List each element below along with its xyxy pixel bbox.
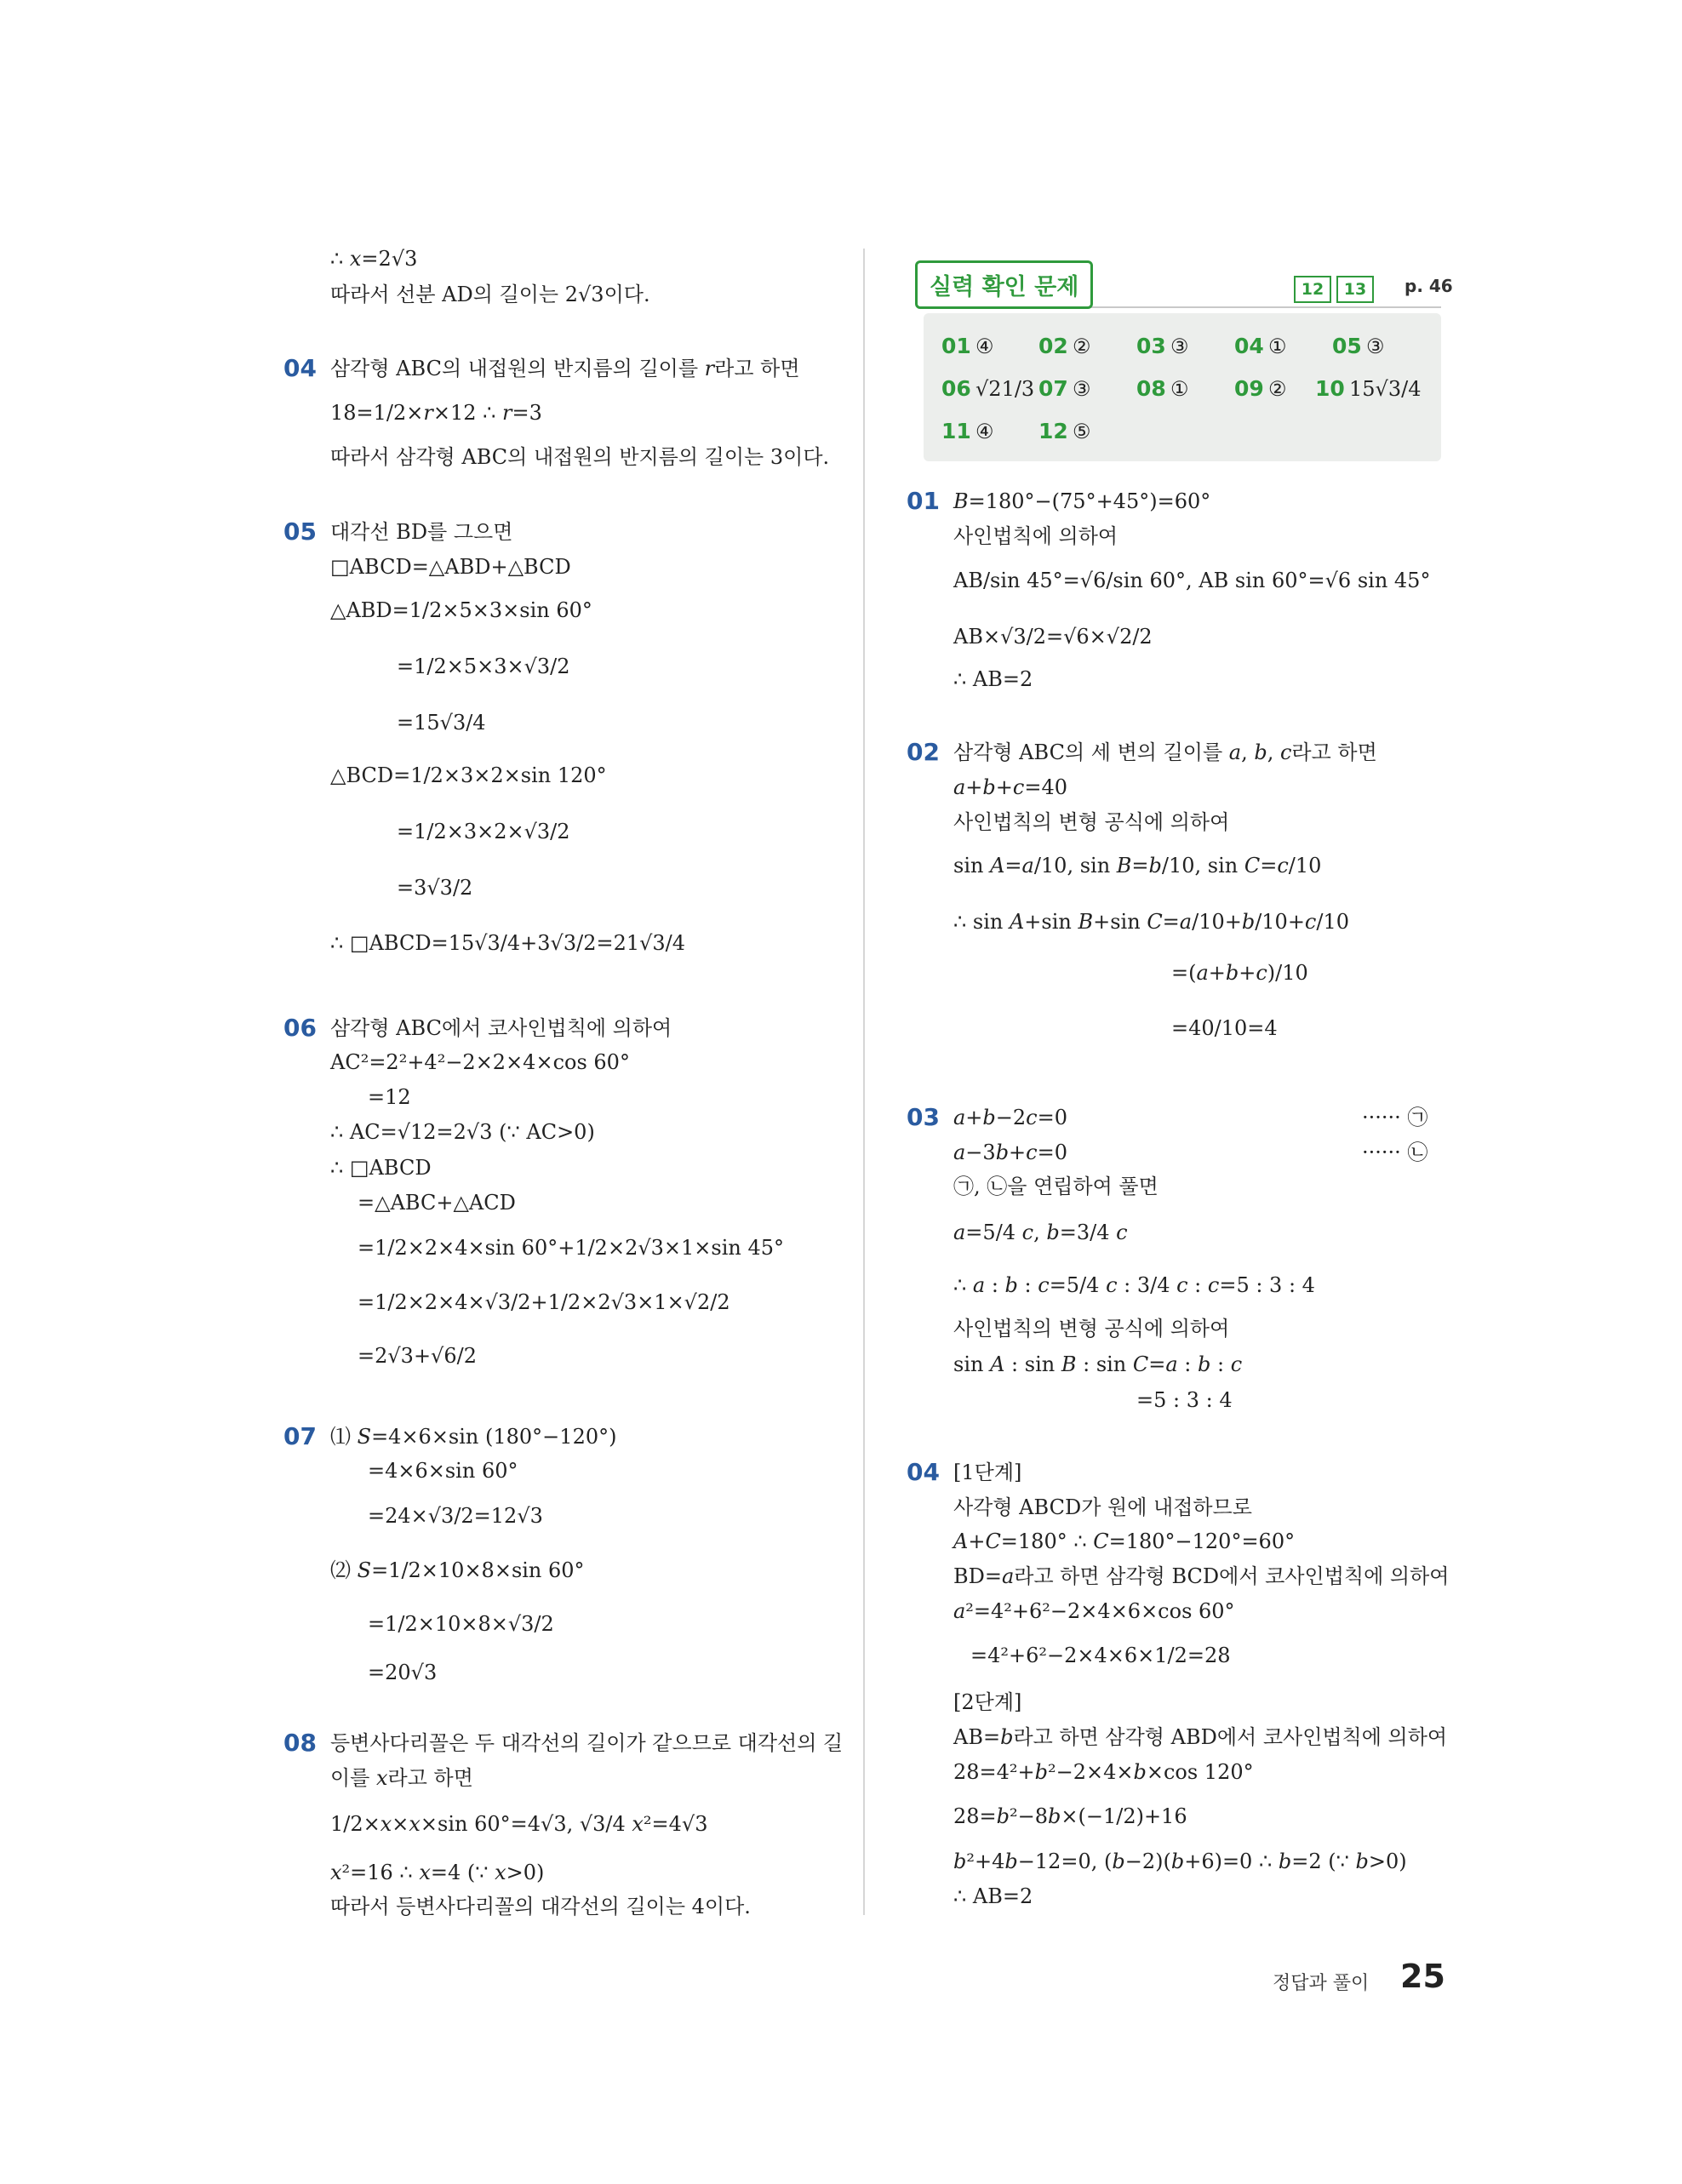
math-line: ∴ AC=√12=2√3 (∵ AC>0) [330, 1120, 595, 1144]
answer-value: √21/3 [975, 377, 1035, 401]
text-line: 삼각형 ABC의 세 변의 길이를 𝑎, 𝑏, 𝑐라고 하면 [953, 740, 1377, 764]
math-line: =4²+6²−2×4×6×1/2=28 [970, 1644, 1231, 1667]
footer-label: 정답과 풀이 [1273, 1973, 1370, 1994]
math-line: ∴ □ABCD [330, 1156, 432, 1180]
problem-number: 08 [283, 1729, 317, 1757]
math-line: =1/2×2×4×sin 60°+1/2×2√3×1×sin 45° [358, 1236, 784, 1260]
text-line: 따라서 등변사다리꼴의 대각선의 길이는 4이다. [330, 1895, 751, 1918]
text-line: 사각형 ABCD가 원에 내접하므로 [953, 1495, 1252, 1519]
text-line: 사인법칙의 변형 공식에 의하여 [953, 810, 1230, 834]
math-line: =3√3/2 [397, 876, 473, 900]
math-line: sin 𝐴 : sin 𝐵 : sin 𝐶=𝑎 : 𝑏 : 𝑐 [953, 1352, 1243, 1376]
math-line: 28=𝑏²−8𝑏×(−1/2)+16 [953, 1804, 1187, 1828]
column-divider [863, 249, 865, 1915]
text-line: AB=𝑏라고 하면 삼각형 ABD에서 코사인법칙에 의하여 [953, 1725, 1448, 1749]
problem-number: 02 [907, 738, 940, 766]
math-line: □ABCD=△ABD+△BCD [330, 555, 571, 579]
math-line: =(𝑎+𝑏+𝑐)/10 [1171, 961, 1308, 985]
answer-number: 01 [941, 334, 971, 358]
answer-number: 12 [1038, 419, 1068, 443]
problem-number: 05 [283, 517, 317, 546]
problem-number: 01 [907, 487, 940, 515]
math-line: =12 [368, 1085, 411, 1109]
text-line: 삼각형 ABC에서 코사인법칙에 의하여 [330, 1016, 672, 1040]
answer-value: ③ [1366, 334, 1385, 358]
answer-number: 04 [1234, 334, 1264, 358]
equation-mark: ······ ㉠ [1362, 1106, 1428, 1129]
answer-value: ③ [1170, 334, 1189, 358]
math-line: =4×6×sin 60° [368, 1459, 518, 1483]
math-line: =△ABC+△ACD [358, 1191, 516, 1215]
math-line: 𝑎²=4²+6²−2×4×6×cos 60° [953, 1599, 1235, 1623]
answer-value: ④ [975, 334, 994, 358]
answer-number: 08 [1136, 376, 1166, 401]
text-line: 따라서 선분 AD의 길이는 2√3이다. [330, 283, 650, 306]
math-line: =1/2×10×8×√3/2 [368, 1612, 554, 1636]
math-line: sin 𝐴=𝑎/10, sin 𝐵=𝑏/10, sin 𝐶=𝑐/10 [953, 854, 1322, 878]
answer-number: 09 [1234, 376, 1264, 401]
math-line: =20√3 [368, 1661, 438, 1684]
answer-number: 06 [941, 376, 971, 401]
math-line: 𝐵=180°−(75°+45°)=60° [953, 489, 1211, 513]
math-line: =5 : 3 : 4 [1136, 1388, 1233, 1412]
math-line: 𝑎+𝑏+𝑐=40 [953, 775, 1067, 799]
text-line: 사인법칙에 의하여 [953, 524, 1118, 548]
math-line: △ABD=1/2×5×3×sin 60° [330, 598, 592, 622]
math-line: AC²=2²+4²−2×2×4×cos 60° [330, 1050, 630, 1074]
math-line: =40/10=4 [1171, 1016, 1278, 1040]
answer-number: 05 [1332, 334, 1362, 358]
math-line: ⑵ 𝑆=1/2×10×8×sin 60° [330, 1558, 585, 1582]
answer-value: ① [1268, 334, 1287, 358]
text-line: 등변사다리꼴은 두 대각선의 길이가 같으므로 대각선의 길 [330, 1731, 844, 1755]
answer-number: 02 [1038, 334, 1068, 358]
problem-number: 04 [907, 1458, 940, 1486]
text-line: 삼각형 ABC의 내접원의 반지름의 길이를 𝑟라고 하면 [330, 357, 800, 380]
math-line: ∴ AB=2 [953, 667, 1033, 691]
math-line: ⑴ 𝑆=4×6×sin (180°−120°) [330, 1425, 617, 1449]
text-line: 사인법칙의 변형 공식에 의하여 [953, 1317, 1230, 1341]
text-line: BD=𝑎라고 하면 삼각형 BCD에서 코사인법칙에 의하여 [953, 1564, 1450, 1588]
math-line: 𝑎+𝑏−2𝑐=0 [953, 1106, 1067, 1129]
math-line: ∴ sin 𝐴+sin 𝐵+sin 𝐶=𝑎/10+𝑏/10+𝑐/10 [953, 910, 1349, 934]
tag: 12 [1294, 276, 1331, 303]
tag: 13 [1336, 276, 1374, 303]
text-line: ∴ 𝑥=2√3 [330, 247, 418, 271]
math-line: ∴ 𝑎 : 𝑏 : 𝑐=5/4 𝑐 : 3/4 𝑐 : 𝑐=5 : 3 : 4 [953, 1273, 1315, 1297]
math-line: ∴ AB=2 [953, 1884, 1033, 1908]
math-line: =15√3/4 [397, 711, 486, 735]
step-label: [2단계] [953, 1690, 1022, 1714]
math-line: 𝑎−3𝑏+𝑐=0 [953, 1141, 1067, 1164]
math-line: =1/2×2×4×√3/2+1/2×2√3×1×√2/2 [358, 1290, 730, 1314]
math-line: ∴ □ABCD=15√3/4+3√3/2=21√3/4 [330, 931, 686, 955]
problem-number: 03 [907, 1103, 940, 1131]
problem-number: 07 [283, 1422, 317, 1450]
text-line: 이를 𝑥라고 하면 [330, 1766, 473, 1790]
text-line: 대각선 BD를 그으면 [330, 520, 513, 544]
problem-number: 04 [283, 354, 317, 382]
math-line: 𝐴+𝐶=180° ∴ 𝐶=180°−120°=60° [953, 1529, 1296, 1553]
answer-value: ④ [975, 420, 994, 443]
page-reference: p. 46 [1405, 276, 1453, 296]
answer-number: 11 [941, 419, 971, 443]
equation-mark: ······ ㉡ [1362, 1141, 1428, 1164]
math-line: 𝑎=5/4 𝑐, 𝑏=3/4 𝑐 [953, 1221, 1128, 1244]
math-line: =1/2×3×2×√3/2 [397, 820, 570, 843]
step-label: [1단계] [953, 1461, 1022, 1484]
math-line: AB×√3/2=√6×√2/2 [953, 625, 1153, 649]
math-line: AB/sin 45°=√6/sin 60°, AB sin 60°=√6 sin 45° [953, 569, 1431, 592]
page-number: 25 [1400, 1958, 1445, 1995]
answer-number: 03 [1136, 334, 1166, 358]
answer-number: 10 [1315, 376, 1345, 401]
math-line: =1/2×5×3×√3/2 [397, 655, 570, 678]
math-line: 28=4²+𝑏²−2×4×𝑏×cos 120° [953, 1760, 1254, 1784]
text-line: 따라서 삼각형 ABC의 내접원의 반지름의 길이는 3이다. [330, 445, 830, 469]
math-line: =24×√3/2=12√3 [368, 1504, 543, 1528]
math-line: △BCD=1/2×3×2×sin 120° [330, 763, 607, 787]
math-line: =2√3+√6/2 [358, 1344, 477, 1368]
answer-value: 15√3/4 [1349, 377, 1422, 401]
problem-number: 06 [283, 1014, 317, 1042]
answer-value: ② [1268, 377, 1287, 401]
answer-value: ② [1073, 334, 1091, 358]
math-line: 1/2×𝑥×𝑥×sin 60°=4√3, √3/4 𝑥²=4√3 [330, 1812, 708, 1836]
text-line: ㉠, ㉡을 연립하여 풀면 [953, 1175, 1159, 1198]
math-line: 𝑥²=16 ∴ 𝑥=4 (∵ 𝑥>0) [330, 1861, 545, 1884]
math-line: 𝑏²+4𝑏−12=0, (𝑏−2)(𝑏+6)=0 ∴ 𝑏=2 (∵ 𝑏>0) [953, 1850, 1407, 1873]
answer-value: ① [1170, 377, 1189, 401]
answer-value: ③ [1073, 377, 1091, 401]
answer-number: 07 [1038, 376, 1068, 401]
section-badge: 실력 확인 문제 [915, 260, 1093, 309]
math-line: 18=1/2×𝑟×12 ∴ 𝑟=3 [330, 401, 542, 425]
answer-value: ⑤ [1073, 420, 1091, 443]
